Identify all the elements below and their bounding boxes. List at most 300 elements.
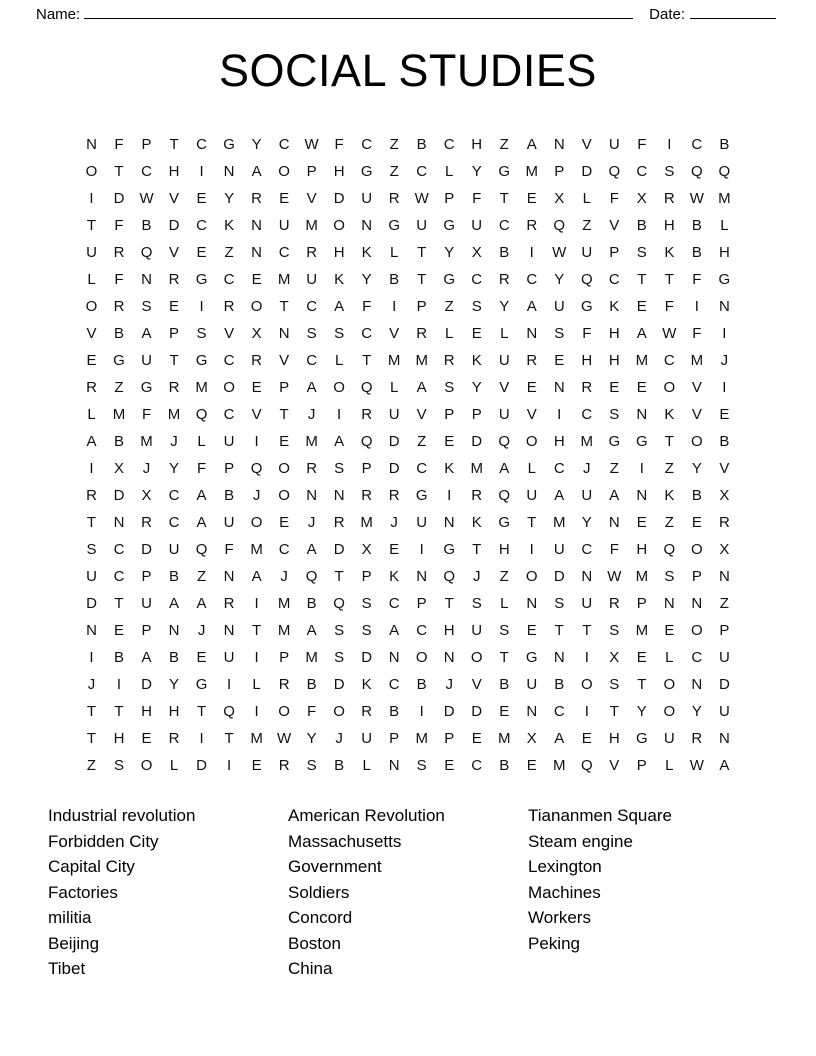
grid-cell: H <box>471 136 483 153</box>
grid-cell: F <box>609 190 619 207</box>
grid-cell: M <box>305 649 318 666</box>
grid-cell: H <box>553 433 565 450</box>
grid-cell: G <box>498 163 511 180</box>
grid-cell: S <box>444 379 455 396</box>
grid-cell: N <box>388 649 400 666</box>
grid-row <box>78 293 738 320</box>
grid-cell: N <box>86 622 97 639</box>
grid-cell: I <box>199 298 204 315</box>
grid-cell: C <box>416 460 428 477</box>
grid-cell: C <box>196 136 207 153</box>
word-list-item: Forbidden City <box>48 831 159 851</box>
grid-cell: B <box>691 217 702 234</box>
header <box>0 0 816 23</box>
grid-cell: A <box>196 487 207 504</box>
grid-cell: I <box>419 703 424 720</box>
grid-cell: Z <box>499 136 509 153</box>
grid-cell: V <box>471 676 482 693</box>
grid-cell: B <box>499 757 510 774</box>
grid-cell: E <box>526 622 537 639</box>
grid-cell: B <box>169 649 180 666</box>
grid-cell: Q <box>360 433 373 450</box>
grid-cell: Z <box>224 244 234 261</box>
grid-cell: W <box>304 136 319 153</box>
grid-cell: U <box>416 514 428 531</box>
word-list-item: China <box>288 959 333 978</box>
grid-cell: R <box>168 730 180 747</box>
grid-cell: G <box>195 271 208 288</box>
grid-cell: Y <box>361 271 372 288</box>
grid-cell: Q <box>140 244 153 261</box>
grid-cell: M <box>305 433 318 450</box>
grid-cell: N <box>718 730 730 747</box>
grid-cell: N <box>168 622 180 639</box>
word-list-item: American Revolution <box>288 806 445 825</box>
grid-cell: C <box>471 757 483 774</box>
grid-cell: R <box>526 217 538 234</box>
grid-cell: N <box>251 244 263 261</box>
grid-cell: D <box>471 433 483 450</box>
grid-cell: A <box>306 379 317 396</box>
grid-cell: E <box>554 352 565 369</box>
grid-cell: A <box>416 379 427 396</box>
grid-cell: U <box>223 433 235 450</box>
grid-cell: S <box>141 298 152 315</box>
grid-cell: F <box>692 271 702 288</box>
grid-cell: Q <box>443 568 456 585</box>
grid-cell: L <box>362 757 371 774</box>
grid-cell: T <box>169 352 179 369</box>
grid-cell: I <box>584 703 589 720</box>
grid-cell: L <box>720 217 729 234</box>
grid-cell: E <box>471 325 482 342</box>
grid-cell: G <box>360 163 373 180</box>
grid-cell: D <box>388 433 400 450</box>
grid-cell: B <box>389 703 400 720</box>
grid-cell: K <box>664 487 675 504</box>
grid-cell: C <box>526 271 538 288</box>
grid-cell: U <box>718 649 730 666</box>
grid-cell: G <box>195 352 208 369</box>
grid-cell: C <box>388 676 400 693</box>
grid-cell: C <box>278 244 290 261</box>
grid-cell: X <box>471 244 482 261</box>
grid-cell: X <box>251 325 262 342</box>
grid-cell: S <box>609 676 620 693</box>
grid-cell: Q <box>360 379 373 396</box>
word-list-item: Workers <box>528 908 591 927</box>
grid-cell: D <box>168 217 180 234</box>
grid-cell: O <box>525 433 538 450</box>
grid-cell: Q <box>553 217 566 234</box>
grid-cell: I <box>584 649 589 666</box>
grid-cell: G <box>580 298 593 315</box>
grid-cell: A <box>526 136 537 153</box>
grid-cell: P <box>416 298 427 315</box>
grid-row <box>78 347 738 374</box>
grid-cell: H <box>333 163 345 180</box>
grid-cell: O <box>663 379 676 396</box>
grid-cell: O <box>85 298 98 315</box>
grid-cell: B <box>499 676 510 693</box>
grid-cell: R <box>526 352 538 369</box>
grid-cell: G <box>635 730 648 747</box>
grid-cell: A <box>196 514 207 531</box>
grid-cell: U <box>141 352 152 369</box>
grid-cell: I <box>722 379 727 396</box>
grid-cell: T <box>664 271 674 288</box>
grid-cell: B <box>416 136 427 153</box>
grid-cell: T <box>554 622 564 639</box>
grid-cell: M <box>277 271 291 288</box>
grid-cell: B <box>141 217 152 234</box>
grid-cell: G <box>388 217 400 234</box>
grid-cell: T <box>664 433 674 450</box>
grid-cell: B <box>719 136 730 153</box>
grid-cell: C <box>361 136 373 153</box>
grid-cell: R <box>388 487 400 504</box>
grid-cell: R <box>278 757 290 774</box>
grid-cell: U <box>553 298 565 315</box>
grid-cell: I <box>529 244 534 261</box>
grid-cell: C <box>581 541 593 558</box>
grid-cell: R <box>168 271 180 288</box>
grid-cell: C <box>691 649 703 666</box>
grid-cell: R <box>113 298 125 315</box>
grid-cell: F <box>307 703 317 720</box>
grid-cell: M <box>690 352 704 369</box>
word-list-item: Tiananmen Square <box>528 806 672 825</box>
grid-cell: I <box>199 730 204 747</box>
grid-cell: V <box>526 406 537 423</box>
grid-cell: T <box>499 190 509 207</box>
grid-cell: O <box>691 622 703 639</box>
grid-cell: U <box>86 568 97 585</box>
grid-cell: Y <box>554 271 565 288</box>
grid-cell: Z <box>609 460 619 477</box>
grid-cell: C <box>416 163 428 180</box>
grid-cell: O <box>278 487 290 504</box>
grid-cell: S <box>664 568 675 585</box>
grid-cell: R <box>251 190 263 207</box>
grid-cell: C <box>113 568 125 585</box>
grid-cell: O <box>333 217 345 234</box>
grid-cell: U <box>388 406 400 423</box>
grid-cell: T <box>472 541 482 558</box>
grid-cell: T <box>196 703 207 720</box>
grid-cell: G <box>195 676 208 693</box>
grid-cell: M <box>635 352 649 369</box>
grid-cell: Z <box>664 460 674 477</box>
grid-cell: Y <box>444 244 455 261</box>
grid-cell: M <box>387 352 401 369</box>
grid-cell: D <box>113 190 125 207</box>
grid-cell: O <box>250 514 263 531</box>
grid-cell: U <box>168 541 180 558</box>
grid-cell: C <box>223 352 235 369</box>
grid-cell: J <box>170 433 178 450</box>
grid-cell: N <box>223 163 235 180</box>
grid-cell: A <box>196 595 207 612</box>
grid-cell: B <box>114 325 125 342</box>
grid-cell: F <box>609 541 619 558</box>
grid-cell: G <box>718 271 731 288</box>
grid-cell: H <box>718 244 730 261</box>
grid-cell: H <box>608 352 620 369</box>
grid-cell: N <box>333 487 345 504</box>
grid-cell: P <box>141 622 152 639</box>
grid-cell: E <box>526 379 537 396</box>
grid-cell: L <box>87 271 96 288</box>
word-list-column-1 <box>48 803 288 982</box>
grid-cell: M <box>553 514 566 531</box>
grid-cell: Q <box>223 703 235 720</box>
grid-cell: P <box>471 406 482 423</box>
grid-cell: U <box>278 217 290 234</box>
grid-cell: I <box>392 298 397 315</box>
grid-cell: R <box>663 190 675 207</box>
grid-cell: G <box>113 352 125 369</box>
grid-cell: J <box>307 406 316 423</box>
grid-cell: D <box>553 568 565 585</box>
grid-cell: C <box>388 595 400 612</box>
grid-cell: C <box>471 271 483 288</box>
grid-cell: E <box>636 514 647 531</box>
grid-cell: E <box>691 514 702 531</box>
grid-cell: Y <box>169 460 180 477</box>
grid-cell: J <box>445 676 453 693</box>
grid-cell: R <box>306 460 318 477</box>
grid-cell: D <box>581 163 593 180</box>
grid-cell: Z <box>86 757 97 774</box>
word-list-item: Factories <box>48 882 118 902</box>
grid-cell: Q <box>608 163 621 180</box>
grid-cell: C <box>361 325 373 342</box>
word-list <box>0 803 816 982</box>
grid-row <box>78 374 738 401</box>
grid-cell: D <box>333 190 345 207</box>
grid-cell: A <box>389 622 400 639</box>
grid-cell: C <box>223 271 235 288</box>
grid-cell: Y <box>306 730 317 747</box>
grid-cell: K <box>389 568 400 585</box>
grid-cell: D <box>388 460 400 477</box>
grid-cell: G <box>443 271 456 288</box>
grid-cell: M <box>360 514 373 531</box>
grid-cell: W <box>552 244 567 261</box>
grid-cell: F <box>141 406 152 423</box>
grid-cell: A <box>554 487 565 504</box>
grid-cell: A <box>86 433 97 450</box>
grid-cell: T <box>444 595 454 612</box>
grid-cell: M <box>635 568 649 585</box>
grid-cell: I <box>199 163 204 180</box>
grid-cell: V <box>169 190 180 207</box>
grid-cell: R <box>361 487 373 504</box>
grid-cell: H <box>141 703 152 720</box>
grid-cell: N <box>86 136 97 153</box>
grid-cell: Y <box>581 514 592 531</box>
grid-cell: T <box>417 271 427 288</box>
grid-cell: N <box>608 514 620 531</box>
grid-row <box>78 185 738 212</box>
grid-cell: Y <box>636 703 647 720</box>
grid-cell: A <box>554 730 565 747</box>
grid-cell: Z <box>582 217 592 234</box>
grid-cell: U <box>223 649 235 666</box>
grid-cell: C <box>416 622 428 639</box>
grid-row <box>78 455 738 482</box>
grid-cell: V <box>581 136 592 153</box>
grid-cell: A <box>334 298 345 315</box>
grid-cell: K <box>444 460 455 477</box>
grid-cell: Y <box>499 298 510 315</box>
grid-cell: O <box>250 298 263 315</box>
grid-cell: U <box>306 271 318 288</box>
grid-cell: I <box>254 595 259 612</box>
grid-cell: D <box>141 541 152 558</box>
grid-cell: Q <box>250 460 263 477</box>
grid-cell: R <box>691 730 703 747</box>
grid-cell: N <box>141 271 152 288</box>
grid-cell: M <box>580 433 594 450</box>
grid-cell: R <box>251 352 263 369</box>
grid-cell: H <box>636 541 648 558</box>
grid-cell: H <box>608 730 620 747</box>
word-list-column-3 <box>528 803 768 982</box>
grid-cell: M <box>195 379 208 396</box>
grid-cell: U <box>581 244 593 261</box>
grid-cell: U <box>223 514 235 531</box>
grid-row <box>78 752 738 779</box>
grid-cell: M <box>277 595 291 612</box>
grid-cell: O <box>333 703 345 720</box>
grid-cell: I <box>419 541 424 558</box>
grid-cell: S <box>334 649 345 666</box>
grid-cell: I <box>254 649 259 666</box>
grid-cell: N <box>443 649 455 666</box>
grid-cell: W <box>689 190 704 207</box>
grid-cell: Y <box>691 703 702 720</box>
grid-cell: Y <box>471 163 482 180</box>
grid-cell: C <box>443 136 455 153</box>
grid-cell: U <box>471 622 483 639</box>
grid-cell: P <box>554 163 565 180</box>
grid-cell: M <box>525 163 538 180</box>
grid-cell: Z <box>444 298 454 315</box>
grid-cell: X <box>114 460 125 477</box>
grid-cell: M <box>553 757 566 774</box>
grid-cell: E <box>664 622 675 639</box>
grid-cell: A <box>251 163 262 180</box>
grid-cell: R <box>498 271 510 288</box>
grid-row <box>78 617 738 644</box>
grid-cell: N <box>636 487 648 504</box>
grid-cell: B <box>499 244 510 261</box>
grid-cell: I <box>254 703 259 720</box>
word-list-item: Massachusetts <box>288 831 402 851</box>
grid-cell: E <box>169 298 180 315</box>
grid-cell: S <box>471 595 482 612</box>
grid-cell: S <box>334 622 345 639</box>
grid-cell: J <box>252 487 261 504</box>
grid-cell: R <box>471 487 483 504</box>
grid-cell: U <box>608 136 620 153</box>
grid-cell: S <box>361 622 372 639</box>
grid-cell: S <box>306 757 317 774</box>
grid-cell: K <box>471 352 482 369</box>
grid-cell: A <box>334 433 345 450</box>
grid-row <box>78 671 738 698</box>
grid-cell: E <box>279 190 290 207</box>
grid-cell: Z <box>719 595 729 612</box>
grid-cell: N <box>443 514 455 531</box>
grid-cell: E <box>114 622 125 639</box>
grid-cell: X <box>554 190 565 207</box>
grid-cell: E <box>141 730 152 747</box>
grid-cell: M <box>167 406 181 423</box>
grid-cell: Q <box>691 163 703 180</box>
grid-cell: F <box>114 217 124 234</box>
grid-cell: E <box>526 757 537 774</box>
grid-cell: N <box>691 595 703 612</box>
grid-cell: T <box>114 703 124 720</box>
grid-cell: U <box>361 190 373 207</box>
grid-cell: V <box>279 352 290 369</box>
grid-cell: E <box>251 379 262 396</box>
grid-cell: X <box>636 190 647 207</box>
grid-row <box>78 725 738 752</box>
grid-cell: M <box>305 217 318 234</box>
grid-cell: N <box>278 325 290 342</box>
word-list-item: militia <box>48 908 92 927</box>
grid-cell: M <box>277 622 291 639</box>
grid-cell: K <box>664 406 675 423</box>
grid-cell: N <box>306 487 318 504</box>
grid-cell: W <box>662 325 677 342</box>
grid-cell: Y <box>471 379 482 396</box>
grid-cell: R <box>141 514 152 531</box>
word-list-item: Tibet <box>48 959 86 978</box>
grid-cell: M <box>470 460 483 477</box>
grid-cell: Z <box>417 433 427 450</box>
grid-cell: B <box>691 487 702 504</box>
grid-cell: R <box>333 514 345 531</box>
grid-cell: A <box>719 757 730 774</box>
grid-cell: N <box>113 514 125 531</box>
grid-cell: P <box>279 379 290 396</box>
grid-cell: S <box>499 622 510 639</box>
grid-cell: U <box>718 703 730 720</box>
grid-cell: P <box>169 325 180 342</box>
grid-cell: S <box>334 325 345 342</box>
grid-cell: I <box>226 676 232 693</box>
grid-cell: F <box>472 190 482 207</box>
grid-cell: B <box>306 595 317 612</box>
grid-cell: A <box>526 298 537 315</box>
grid-cell: E <box>251 271 262 288</box>
grid-cell: R <box>416 325 428 342</box>
grid-cell: U <box>361 730 373 747</box>
grid-cell: V <box>306 190 317 207</box>
grid-cell: V <box>719 460 730 477</box>
grid-cell: R <box>86 379 97 396</box>
grid-cell: V <box>389 325 400 342</box>
grid-cell: R <box>278 676 290 693</box>
grid-cell: V <box>224 325 235 342</box>
grid-cell: P <box>224 460 235 477</box>
grid-cell: F <box>114 271 124 288</box>
